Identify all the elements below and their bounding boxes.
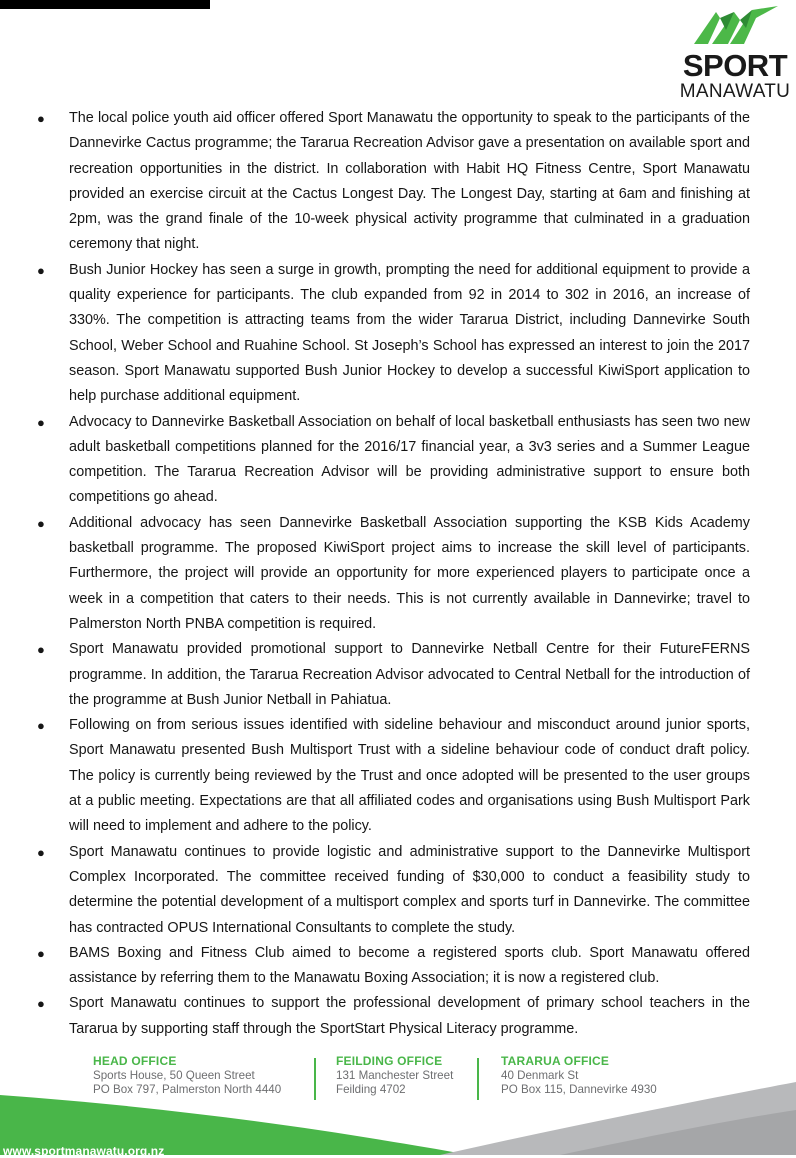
head-office-line1: Sports House, 50 Queen Street: [93, 1068, 255, 1082]
list-item: [0, 637, 796, 713]
bullet-icon: ●: [37, 996, 45, 1012]
list-item: [0, 941, 796, 992]
page-footer: [0, 1050, 796, 1158]
list-item-text: The local police youth aid officer offered Sport Manawatu the opportunity to speak to the participants of the Dannevirke Cactus programme; the Tararua Recreation Advisor gave a presentation on available sport and recreation opportunities in the district. In collaboration with Habit HQ Fitness Centre, Sport Manawatu provided an exercise circuit at the Cactus Longest Day. The Longest Day, starting at 6am and finishing at 2pm, was the grand finale of the 10-week physical activity programme that culminated in a graduation ceremony that night.: [69, 110, 750, 253]
feilding-office-line1: 131 Manchester Street: [336, 1068, 454, 1082]
tararua-office-line1: 40 Denmark St: [501, 1068, 579, 1082]
logo-sport-text: SPORT: [682, 48, 788, 83]
list-item-text: Sport Manawatu provided promotional support to Dannevirke Netball Centre for their FutureFERNS programme. In addition, the Tararua Recreation Advisor advocated to Central Netball for the introduction of the programme at Bush Junior Netball in Pahiatua.: [69, 641, 750, 708]
top-black-bar: [0, 0, 210, 9]
sport-manawatu-logo: [676, 4, 794, 104]
bullet-icon: ●: [37, 642, 45, 658]
list-item-text: Sport Manawatu continues to provide logistic and administrative support to the Dannevirke Multisport Complex Incorporated. The committee received funding of $30,000 to conduct a feasibility study to determine the potential development of a multisport complex and sports turf in Dannevirke. The committee has contracted OPUS International Consultants to complete the study.: [69, 843, 750, 936]
list-item-text: Following on from serious issues identified with sideline behaviour and misconduct around junior sports, Sport Manawatu presented Bush Multisport Trust with a sideline behaviour code of conduct draft policy. The policy is currently being reviewed by the Trust and once adopted will be presented to the user groups at a public meeting. Expectations are that all affiliated codes and organisations using Bush Multisport Park will need to implement and adhere to the policy.: [69, 717, 750, 835]
bullet-icon: ●: [37, 414, 45, 430]
bullet-icon: ●: [37, 515, 45, 531]
list-item: [0, 991, 796, 1042]
list-item: [0, 410, 796, 511]
tararua-office-title: TARARUA OFFICE: [501, 1054, 610, 1068]
list-item-text: Sport Manawatu continues to support the professional development of primary school teachers in the Tararua by supporting staff through the SportStart Physical Literacy programme.: [69, 995, 750, 1037]
list-item-text: Additional advocacy has seen Dannevirke Basketball Association supporting the KSB Kids Academy basketball programme. The proposed KiwiSport project aims to increase the skill level of participants. Furthermore, the project will provide an opportunity for more experienced players to participate once a week in a competition that caters to their needs. This is not currently available in Dannevirke; travel to Palmerston North PNBA competition is required.: [69, 514, 750, 632]
list-item: [0, 511, 796, 637]
list-item: [0, 106, 796, 258]
head-office-line2: PO Box 797, Palmerston North 4440: [93, 1083, 282, 1096]
feilding-office-title: FEILDING OFFICE: [336, 1054, 443, 1068]
list-item: [0, 258, 796, 410]
logo-swoosh-icon: [690, 4, 780, 50]
bullet-icon: ●: [37, 844, 45, 860]
list-item: [0, 840, 796, 941]
tararua-office-line2: PO Box 115, Dannevirke 4930: [501, 1083, 657, 1096]
list-item-text: Bush Junior Hockey has seen a surge in growth, prompting the need for additional equipment to provide a quality experience for participants. The club expanded from 92 in 2014 to 302 in 2016, an increase of 330%. The competition is attracting teams from the wider Tararua District, including Dannevirke South School, Weber School and Ruahine School. St Joseph’s School has expressed an interest to join the 2017 season. Sport Manawatu supported Bush Junior Hockey to develop a successful KiwiSport application to help purchase additional equipment.: [69, 261, 750, 405]
bullet-icon: ●: [37, 111, 45, 126]
website-link[interactable]: www.sportmanawatu.org.nz: [3, 1144, 165, 1158]
bullet-icon: ●: [37, 718, 45, 734]
activity-bullet-list: [0, 106, 796, 1042]
head-office-title: HEAD OFFICE: [93, 1054, 177, 1068]
footer-swoosh-graphic: [0, 1050, 796, 1155]
bullet-icon: ●: [37, 945, 45, 961]
list-item-text: Advocacy to Dannevirke Basketball Association on behalf of local basketball enthusiasts has seen two new adult basketball competitions planned for the 2016/17 financial year, a 3v3 series and a Summer League competition. The Tararua Recreation Advisor will be providing administrative support to ensure both competitions go ahead.: [69, 413, 750, 506]
feilding-office-line2: Feilding 4702: [336, 1083, 406, 1096]
list-item-text: BAMS Boxing and Fitness Club aimed to become a registered sports club. Sport Manawatu offered assistance by referring them to the Manawatu Boxing Association; it is now a registered club.: [69, 944, 750, 987]
bullet-icon: ●: [37, 262, 45, 278]
logo-manawatu-text: MANAWATU: [679, 81, 791, 102]
list-item: [0, 713, 796, 839]
